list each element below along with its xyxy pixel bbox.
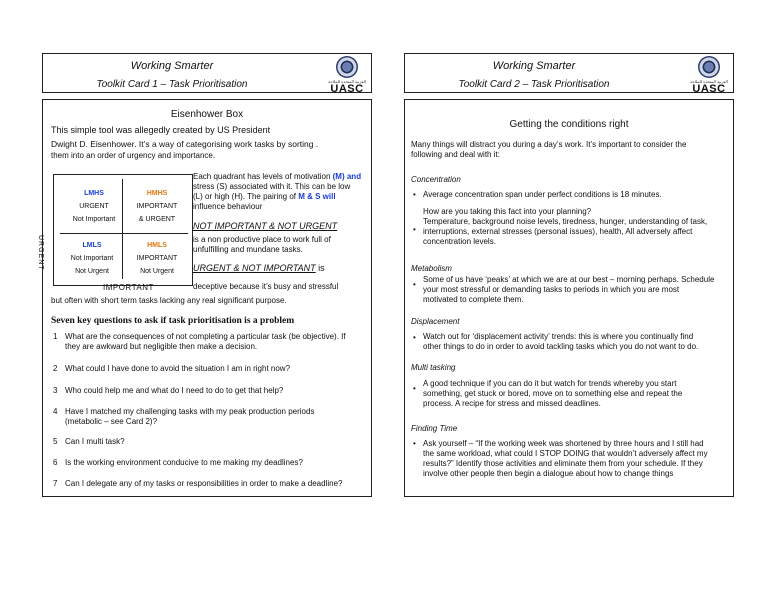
pairing-label: M & S will bbox=[298, 192, 336, 201]
card1-logo-text: UASC bbox=[330, 83, 364, 95]
finding-time-line4: involve other people then begin a dialogue about how to change things bbox=[423, 469, 674, 478]
section-finding-time-title: Finding Time bbox=[411, 424, 458, 433]
card1-quadrant-text bbox=[193, 172, 369, 212]
card1-logo bbox=[323, 56, 371, 95]
card1-box-title: Eisenhower Box bbox=[170, 109, 244, 120]
card1-intro-3: them into an order of urgency and importance. bbox=[51, 151, 216, 160]
quadrant-tl-line2: Not Important bbox=[72, 216, 116, 223]
question-number-6: 6 bbox=[53, 458, 58, 467]
ship-wheel-icon bbox=[698, 56, 720, 78]
bullet-icon: • bbox=[413, 384, 416, 393]
question-5: Can I multi task? bbox=[65, 437, 125, 446]
motivation-label: (M) and bbox=[332, 172, 362, 181]
multitasking-line3: process. A recipe for stress and missed deadlines. bbox=[423, 399, 601, 408]
card2-intro-line2: following and deal with it: bbox=[411, 150, 500, 159]
question-4-line2: (metabolic – see Card 2)? bbox=[65, 417, 158, 426]
quadrant-top-left bbox=[68, 187, 120, 226]
card2-intro bbox=[411, 140, 686, 160]
card2-body bbox=[404, 99, 734, 497]
quadrant-br-line2: Not Urgent bbox=[140, 268, 174, 275]
quadrant-bottom-left bbox=[64, 239, 120, 278]
metabolism-bullet bbox=[423, 275, 714, 305]
finding-time-line1: Ask yourself – “If the working week was shortened by three hours and I still had bbox=[423, 439, 704, 448]
eisenhower-grid bbox=[37, 174, 193, 286]
concentration-bullet-1: Average concentration span under perfect conditions is 18 minutes. bbox=[423, 190, 662, 199]
quadrant-bottom-right bbox=[126, 239, 188, 278]
not-important-text bbox=[193, 235, 331, 255]
concentration-line2: Temperature, background noise levels, tiredness, hunger, understanding of task, bbox=[423, 217, 708, 226]
not-important-line2: unfulfilling and mundane tasks. bbox=[193, 245, 303, 254]
urgent-heading-line bbox=[193, 263, 325, 273]
question-2: What could I have done to avoid the situation I am in right now? bbox=[65, 364, 291, 373]
question-3: Who could help me and what do I need to do to get that help? bbox=[65, 386, 284, 395]
displacement-bullet bbox=[423, 332, 698, 352]
card1-intro-2: Dwight D. Eisenhower. It’s a way of categorising work tasks by sorting . bbox=[51, 139, 319, 149]
questions-heading: Seven key questions to ask if task prioritisation is a problem bbox=[51, 316, 295, 326]
multitasking-bullet bbox=[423, 379, 682, 409]
card1-subtitle: Toolkit Card 1 – Task Prioritisation bbox=[96, 79, 248, 90]
multitasking-line1: A good technique if you can do it but watch for trends whereby you start bbox=[423, 379, 677, 388]
grid-horizontal-axis bbox=[60, 233, 188, 234]
question-number-4: 4 bbox=[53, 407, 58, 416]
grid-vertical-axis bbox=[122, 179, 123, 279]
displacement-line1: Watch out for ‘displacement activity’ trends: this is where you continually find bbox=[423, 332, 694, 341]
question-7: Can I delegate any of my tasks or responsibilities in order to make a deadline? bbox=[65, 479, 343, 488]
quadrant-tl-line1: URGENT bbox=[79, 203, 109, 210]
question-number-7: 7 bbox=[53, 479, 58, 488]
card1-logo-arabic: العربية المتحدة للملاحة bbox=[328, 79, 366, 84]
metabolism-line1: Some of us have ‘peaks’ at which we are at our best – morning perhaps. Schedule bbox=[423, 275, 715, 284]
card2-title: Working Smarter bbox=[492, 60, 576, 72]
pairing-line: (L) or high (H). The pairing of bbox=[193, 192, 299, 201]
displacement-line2: other things to do in order to avoid tackling tasks which you do not want to do. bbox=[423, 342, 699, 351]
urgent-suffix: is bbox=[315, 263, 325, 273]
concentration-line4: concentration levels. bbox=[423, 237, 496, 246]
card2-logo bbox=[685, 56, 733, 95]
quadrant-tr-line2: & URGENT bbox=[138, 216, 176, 223]
not-important-line1: is a non productive place to work full of bbox=[193, 235, 331, 244]
bullet-icon: • bbox=[413, 280, 416, 289]
card2-logo-text: UASC bbox=[692, 83, 726, 95]
finding-time-line2: the same workload, what could I STOP DOING that wouldn’t adversely affect my bbox=[423, 449, 708, 458]
question-4 bbox=[65, 407, 314, 427]
question-number-2: 2 bbox=[53, 364, 58, 373]
question-1 bbox=[65, 332, 365, 352]
card2-header bbox=[404, 53, 734, 93]
section-metabolism-title: Metabolism bbox=[411, 264, 452, 273]
concentration-bullet-2 bbox=[423, 207, 707, 247]
bullet-icon: • bbox=[413, 439, 416, 448]
bullet-icon: • bbox=[413, 333, 416, 342]
section-displacement-title: Displacement bbox=[411, 317, 460, 326]
ship-wheel-icon bbox=[336, 56, 358, 78]
question-1-line1: What are the consequences of not completing a particular task (be objective). If bbox=[65, 332, 346, 341]
question-number-3: 3 bbox=[53, 386, 58, 395]
stress-line: stress (S) associated with it. This can be low bbox=[193, 182, 351, 191]
question-number-5: 5 bbox=[53, 437, 58, 446]
quadrant-br-code: HMLS bbox=[147, 242, 167, 249]
motivation-line: Each quadrant has levels of motivation bbox=[193, 172, 333, 181]
card2-intro-line1: Many things will distract you during a day’s work. It’s important to consider the bbox=[411, 140, 687, 149]
finding-time-bullet bbox=[423, 439, 708, 479]
question-1-line2: they are awkward but negligible then make a decision. bbox=[65, 342, 258, 351]
quadrant-bl-code: LMLS bbox=[82, 242, 102, 249]
quadrant-br-line1: IMPORTANT bbox=[136, 255, 178, 262]
card2-subtitle: Toolkit Card 2 – Task Prioritisation bbox=[458, 79, 610, 90]
card1-intro-1: This simple tool was allegedly created by US President bbox=[51, 125, 271, 135]
quadrant-tl-code: LMHS bbox=[84, 190, 104, 197]
quadrant-tr-code: HMHS bbox=[146, 190, 168, 197]
multitasking-line2: something, get stuck or bored, move on to something else and repeat the bbox=[423, 389, 683, 398]
grid-y-axis-label: URGENT bbox=[37, 235, 44, 271]
card1-title: Working Smarter bbox=[130, 60, 214, 72]
bullet-icon: • bbox=[413, 190, 416, 199]
question-number-1: 1 bbox=[53, 332, 58, 341]
metabolism-line2: your most stressful or demanding tasks to periods in which you are most bbox=[423, 285, 680, 294]
card2-logo-arabic: العربية المتحدة للملاحة bbox=[690, 79, 728, 84]
quadrant-top-right bbox=[126, 187, 188, 226]
card1-body bbox=[37, 99, 372, 497]
heading-urgent: URGENT & NOT IMPORTANT bbox=[193, 263, 316, 273]
quadrant-bl-line2: Not Urgent bbox=[75, 268, 109, 275]
section-concentration-title: Concentration bbox=[411, 175, 461, 184]
heading-not-important: NOT IMPORTANT & NOT URGENT bbox=[193, 221, 338, 231]
card2-box-title: Getting the conditions right bbox=[509, 119, 629, 130]
grid-x-axis-label: IMPORTANT bbox=[103, 283, 154, 292]
bullet-icon: • bbox=[413, 225, 416, 234]
bottom-line: but often with short term tasks lacking any real significant purpose. bbox=[51, 296, 287, 305]
quadrant-bl-line1: Not Important bbox=[70, 255, 114, 262]
finding-time-line3: results?” Identify those activities and eliminate them from your schedule. If they bbox=[423, 459, 703, 468]
concentration-line3: interruptions, external stresses (personal issues), health, All adversely affect bbox=[423, 227, 693, 236]
concentration-line1: How are you taking this fact into your planning? bbox=[423, 207, 592, 216]
question-4-line1: Have I matched my challenging tasks with my peak production periods bbox=[65, 407, 315, 416]
quadrant-tr-line1: IMPORTANT bbox=[136, 203, 178, 210]
deceptive-line: deceptive because it’s busy and stressful bbox=[193, 282, 339, 291]
influence-line: influence behaviour bbox=[193, 202, 263, 211]
section-multitasking-title: Multi tasking bbox=[411, 363, 456, 372]
metabolism-line3: motivated to complete them. bbox=[423, 295, 524, 304]
card1-header bbox=[42, 53, 372, 93]
question-6: Is the working environment conducive to me making my deadlines? bbox=[65, 458, 303, 467]
